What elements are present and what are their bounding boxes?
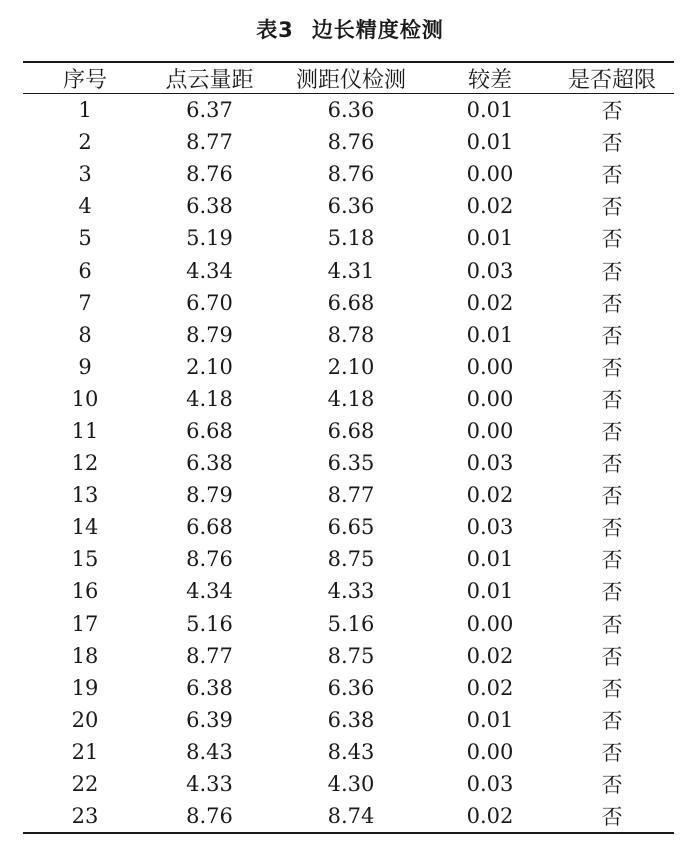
cell-point-cloud-distance: 6.37	[186, 98, 233, 123]
cell-index: 7	[78, 290, 92, 315]
cell-index: 8	[78, 322, 92, 347]
cell-rangefinder-measurement: 6.35	[327, 451, 375, 476]
header-rangefinder-measurement: 测距仪检测	[295, 67, 406, 93]
cell-point-cloud-distance: 8.79	[186, 483, 233, 508]
table-row	[23, 575, 674, 607]
table-row	[23, 511, 674, 543]
cell-exceeds-limit: 否	[601, 163, 623, 188]
table-row	[23, 222, 674, 254]
cell-difference: 0.03	[466, 772, 514, 797]
cell-rangefinder-measurement: 6.36	[327, 675, 375, 700]
cell-exceeds-limit: 否	[601, 740, 623, 765]
cell-difference: 0.03	[466, 515, 514, 540]
cell-difference: 0.02	[466, 483, 514, 508]
cell-difference: 0.02	[466, 290, 514, 315]
cell-index: 9	[78, 354, 92, 379]
table-row	[23, 672, 674, 704]
cell-index: 23	[71, 804, 99, 829]
cell-difference: 0.00	[466, 386, 514, 411]
cell-difference: 0.00	[466, 739, 514, 764]
cell-point-cloud-distance: 5.16	[186, 611, 233, 636]
cell-point-cloud-distance: 2.10	[186, 354, 233, 379]
table-row	[23, 319, 674, 351]
cell-index: 5	[78, 226, 92, 251]
cell-index: 11	[71, 418, 99, 443]
cell-index: 17	[71, 611, 99, 636]
cell-exceeds-limit: 否	[601, 773, 623, 798]
table-title: 边长精度检测	[311, 18, 444, 42]
cell-point-cloud-distance: 6.38	[186, 194, 233, 219]
table-row	[23, 608, 674, 640]
cell-index: 6	[78, 258, 92, 283]
cell-rangefinder-measurement: 6.38	[327, 707, 375, 732]
cell-point-cloud-distance: 5.19	[186, 226, 233, 251]
cell-point-cloud-distance: 4.33	[186, 772, 233, 797]
cell-rangefinder-measurement: 4.33	[327, 579, 375, 604]
cell-rangefinder-measurement: 8.75	[327, 643, 375, 668]
cell-rangefinder-measurement: 5.16	[327, 611, 375, 636]
header-exceeds-limit: 是否超限	[567, 67, 656, 93]
cell-point-cloud-distance: 8.76	[186, 547, 233, 572]
cell-point-cloud-distance: 8.79	[186, 322, 233, 347]
cell-index: 13	[71, 483, 99, 508]
cell-rangefinder-measurement: 8.43	[327, 739, 375, 764]
cell-exceeds-limit: 否	[601, 676, 623, 701]
cell-index: 2	[78, 130, 92, 155]
cell-exceeds-limit: 否	[601, 387, 623, 412]
cell-difference: 0.00	[466, 611, 514, 636]
cell-difference: 0.02	[466, 194, 514, 219]
cell-rangefinder-measurement: 8.75	[327, 547, 375, 572]
cell-point-cloud-distance: 4.34	[186, 258, 233, 283]
cell-rangefinder-measurement: 6.36	[327, 194, 375, 219]
cell-point-cloud-distance: 4.18	[186, 386, 233, 411]
cell-index: 21	[71, 739, 99, 764]
cell-point-cloud-distance: 6.39	[186, 707, 233, 732]
table-row	[23, 768, 674, 800]
cell-difference: 0.01	[466, 547, 514, 572]
cell-difference: 0.00	[466, 354, 514, 379]
cell-exceeds-limit: 否	[601, 227, 623, 252]
table-row	[23, 190, 674, 222]
table-number: 表3	[256, 18, 294, 42]
cell-exceeds-limit: 否	[601, 355, 623, 380]
cell-difference: 0.01	[466, 98, 514, 123]
cell-exceeds-limit: 否	[601, 131, 623, 156]
table-row	[23, 287, 674, 319]
cell-rangefinder-measurement: 6.68	[327, 290, 375, 315]
cell-index: 14	[71, 515, 99, 540]
cell-rangefinder-measurement: 8.77	[327, 483, 375, 508]
cell-index: 12	[71, 451, 99, 476]
cell-difference: 0.03	[466, 451, 514, 476]
header-difference: 较差	[467, 67, 512, 93]
cell-rangefinder-measurement: 8.76	[327, 130, 375, 155]
cell-exceeds-limit: 否	[601, 484, 623, 509]
table-row	[23, 800, 674, 832]
cell-point-cloud-distance: 6.68	[186, 515, 233, 540]
cell-rangefinder-measurement: 5.18	[327, 226, 375, 251]
cell-exceeds-limit: 否	[601, 419, 623, 444]
cell-point-cloud-distance: 8.76	[186, 804, 233, 829]
cell-point-cloud-distance: 8.77	[186, 643, 233, 668]
cell-exceeds-limit: 否	[601, 323, 623, 348]
cell-exceeds-limit: 否	[601, 612, 623, 637]
header-point-cloud-distance: 点云量距	[165, 67, 254, 93]
table-header	[23, 63, 674, 93]
cell-index: 20	[71, 707, 99, 732]
cell-difference: 0.01	[466, 322, 514, 347]
cell-point-cloud-distance: 6.38	[186, 451, 233, 476]
cell-exceeds-limit: 否	[601, 580, 623, 605]
cell-index: 3	[78, 162, 92, 187]
cell-rangefinder-measurement: 8.78	[327, 322, 375, 347]
cell-exceeds-limit: 否	[601, 259, 623, 284]
table-row	[23, 736, 674, 768]
table-row	[23, 415, 674, 447]
table-row	[23, 383, 674, 415]
cell-difference: 0.03	[466, 258, 514, 283]
table-row	[23, 126, 674, 158]
cell-rangefinder-measurement: 2.10	[327, 354, 375, 379]
cell-point-cloud-distance: 6.38	[186, 675, 233, 700]
cell-difference: 0.01	[466, 707, 514, 732]
cell-rangefinder-measurement: 4.18	[327, 386, 375, 411]
table-row	[23, 447, 674, 479]
header-index: 序号	[62, 67, 107, 93]
cell-difference: 0.02	[466, 675, 514, 700]
table-row	[23, 479, 674, 511]
bottom-rule	[23, 832, 674, 834]
table-row	[23, 94, 674, 126]
cell-exceeds-limit: 否	[601, 644, 623, 669]
cell-exceeds-limit: 否	[601, 291, 623, 316]
cell-difference: 0.00	[466, 418, 514, 443]
cell-exceeds-limit: 否	[601, 516, 623, 541]
table-row	[23, 704, 674, 736]
cell-point-cloud-distance: 8.77	[186, 130, 233, 155]
cell-point-cloud-distance: 6.70	[186, 290, 233, 315]
cell-rangefinder-measurement: 4.30	[327, 772, 375, 797]
cell-difference: 0.01	[466, 130, 514, 155]
cell-rangefinder-measurement: 6.65	[327, 515, 375, 540]
cell-rangefinder-measurement: 6.68	[327, 418, 375, 443]
cell-index: 4	[78, 194, 92, 219]
table-caption	[0, 14, 700, 44]
cell-point-cloud-distance: 8.43	[186, 739, 233, 764]
cell-index: 19	[71, 675, 99, 700]
cell-index: 22	[71, 772, 99, 797]
table-body	[0, 94, 700, 832]
cell-index: 18	[71, 643, 99, 668]
table-row	[23, 640, 674, 672]
table-row	[23, 158, 674, 190]
cell-exceeds-limit: 否	[601, 548, 623, 573]
cell-point-cloud-distance: 8.76	[186, 162, 233, 187]
cell-index: 16	[71, 579, 99, 604]
cell-rangefinder-measurement: 8.76	[327, 162, 375, 187]
cell-difference: 0.01	[466, 579, 514, 604]
cell-difference: 0.00	[466, 162, 514, 187]
cell-rangefinder-measurement: 4.31	[327, 258, 375, 283]
cell-difference: 0.02	[466, 804, 514, 829]
cell-exceeds-limit: 否	[601, 805, 623, 830]
cell-exceeds-limit: 否	[601, 99, 623, 124]
cell-exceeds-limit: 否	[601, 708, 623, 733]
cell-difference: 0.02	[466, 643, 514, 668]
cell-index: 10	[71, 386, 99, 411]
cell-point-cloud-distance: 6.68	[186, 418, 233, 443]
cell-index: 1	[78, 98, 92, 123]
cell-point-cloud-distance: 4.34	[186, 579, 233, 604]
cell-rangefinder-measurement: 6.36	[327, 98, 375, 123]
cell-exceeds-limit: 否	[601, 195, 623, 220]
cell-index: 15	[71, 547, 99, 572]
table-row	[23, 543, 674, 575]
table-row	[23, 351, 674, 383]
cell-exceeds-limit: 否	[601, 452, 623, 477]
table-row	[23, 254, 674, 286]
cell-difference: 0.01	[466, 226, 514, 251]
cell-rangefinder-measurement: 8.74	[327, 804, 375, 829]
